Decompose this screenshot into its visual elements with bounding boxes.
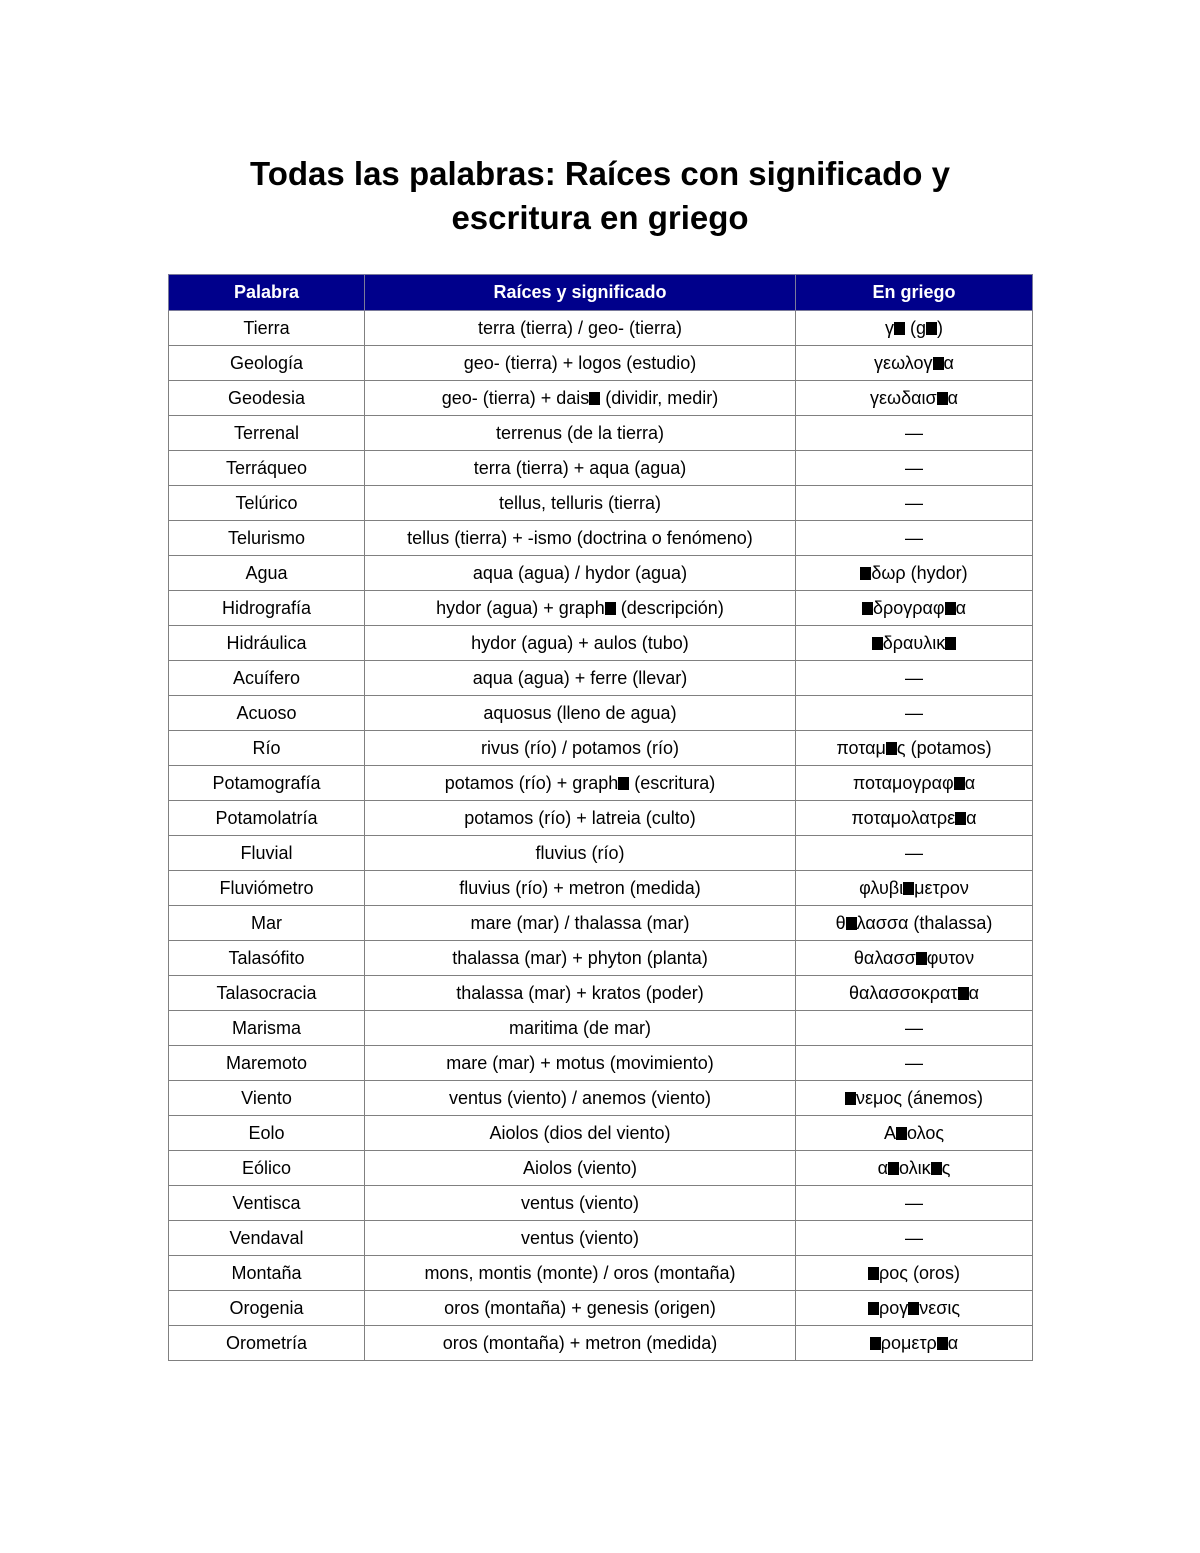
- cell-griego: —: [796, 836, 1033, 871]
- cell-palabra: Maremoto: [169, 1046, 365, 1081]
- missing-glyph-box: [926, 322, 937, 335]
- cell-griego: —: [796, 661, 1033, 696]
- cell-palabra: Fluviómetro: [169, 871, 365, 906]
- page-title-line-2: escritura en griego: [451, 199, 749, 236]
- table-row: [169, 1011, 1033, 1046]
- cell-palabra: Tierra: [169, 311, 365, 346]
- missing-glyph-box: [945, 637, 956, 650]
- cell-raices: ventus (viento): [365, 1221, 796, 1256]
- missing-glyph-box: [937, 392, 948, 405]
- cell-raices: fluvius (río) + metron (medida): [365, 871, 796, 906]
- table-row: [169, 1221, 1033, 1256]
- cell-palabra: Telúrico: [169, 486, 365, 521]
- cell-griego: γ (g ): [796, 311, 1033, 346]
- cell-raices: oros (montaña) + genesis (origen): [365, 1291, 796, 1326]
- missing-glyph-box: [958, 987, 969, 1000]
- table-row: [169, 696, 1033, 731]
- table-row: [169, 311, 1033, 346]
- column-header-griego: En griego: [796, 275, 1033, 311]
- cell-raices: geo- (tierra) + logos (estudio): [365, 346, 796, 381]
- cell-palabra: Telurismo: [169, 521, 365, 556]
- cell-palabra: Hidrografía: [169, 591, 365, 626]
- cell-raices: oros (montaña) + metron (medida): [365, 1326, 796, 1361]
- table-row: [169, 1326, 1033, 1361]
- missing-glyph-box: [860, 567, 871, 580]
- missing-glyph-box: [894, 322, 905, 335]
- missing-glyph-box: [903, 882, 914, 895]
- missing-glyph-box: [868, 1302, 879, 1315]
- table-row: [169, 1081, 1033, 1116]
- cell-griego: δωρ (hydor): [796, 556, 1033, 591]
- cell-raices: tellus (tierra) + -ismo (doctrina o fenómeno): [365, 521, 796, 556]
- cell-palabra: Agua: [169, 556, 365, 591]
- page-title-line-1: Todas las palabras: Raíces con significado y: [250, 155, 950, 192]
- table-body: [169, 311, 1033, 1361]
- cell-palabra: Eólico: [169, 1151, 365, 1186]
- cell-griego: γεωλογ α: [796, 346, 1033, 381]
- cell-griego: θ λασσα (thalassa): [796, 906, 1033, 941]
- table-row: [169, 731, 1033, 766]
- missing-glyph-box: [931, 1162, 942, 1175]
- missing-glyph-box: [896, 1127, 907, 1140]
- cell-raices: geo- (tierra) + dais (dividir, medir): [365, 381, 796, 416]
- cell-raices: fluvius (río): [365, 836, 796, 871]
- cell-griego: θαλασσοκρατ α: [796, 976, 1033, 1011]
- cell-raices: mons, montis (monte) / oros (montaña): [365, 1256, 796, 1291]
- cell-palabra: Acuífero: [169, 661, 365, 696]
- cell-raices: aqua (agua) / hydor (agua): [365, 556, 796, 591]
- table-row: [169, 906, 1033, 941]
- missing-glyph-box: [605, 602, 616, 615]
- roots-table: [168, 274, 1033, 1361]
- cell-griego: —: [796, 486, 1033, 521]
- missing-glyph-box: [868, 1267, 879, 1280]
- table-row: [169, 521, 1033, 556]
- table-row: [169, 1291, 1033, 1326]
- cell-griego: ποταμολατρε α: [796, 801, 1033, 836]
- cell-griego: ρος (oros): [796, 1256, 1033, 1291]
- cell-griego: νεμος (ánemos): [796, 1081, 1033, 1116]
- table-row: [169, 416, 1033, 451]
- table-row: [169, 381, 1033, 416]
- missing-glyph-box: [872, 637, 883, 650]
- table-row: [169, 836, 1033, 871]
- cell-griego: α ολικ ς: [796, 1151, 1033, 1186]
- table-header-row: [169, 275, 1033, 311]
- cell-griego: φλυβι μετρον: [796, 871, 1033, 906]
- missing-glyph-box: [862, 602, 873, 615]
- cell-palabra: Acuoso: [169, 696, 365, 731]
- table-row: [169, 661, 1033, 696]
- missing-glyph-box: [886, 742, 897, 755]
- cell-griego: —: [796, 1011, 1033, 1046]
- table-row: [169, 346, 1033, 381]
- cell-griego: —: [796, 1046, 1033, 1081]
- table-row: [169, 591, 1033, 626]
- cell-raices: hydor (agua) + graph (descripción): [365, 591, 796, 626]
- missing-glyph-box: [589, 392, 600, 405]
- cell-palabra: Talasófito: [169, 941, 365, 976]
- cell-raices: mare (mar) / thalassa (mar): [365, 906, 796, 941]
- table-row: [169, 486, 1033, 521]
- cell-palabra: Mar: [169, 906, 365, 941]
- table-row: [169, 976, 1033, 1011]
- table-row: [169, 1046, 1033, 1081]
- cell-palabra: Ventisca: [169, 1186, 365, 1221]
- cell-griego: —: [796, 451, 1033, 486]
- column-header-palabra: Palabra: [169, 275, 365, 311]
- table-header: [169, 275, 1033, 311]
- missing-glyph-box: [618, 777, 629, 790]
- table-row: [169, 941, 1033, 976]
- cell-griego: ρομετρ α: [796, 1326, 1033, 1361]
- cell-palabra: Marisma: [169, 1011, 365, 1046]
- cell-palabra: Potamolatría: [169, 801, 365, 836]
- cell-raices: thalassa (mar) + kratos (poder): [365, 976, 796, 1011]
- missing-glyph-box: [845, 1092, 856, 1105]
- table-row: [169, 1256, 1033, 1291]
- cell-palabra: Terráqueo: [169, 451, 365, 486]
- cell-raices: maritima (de mar): [365, 1011, 796, 1046]
- cell-raices: mare (mar) + motus (movimiento): [365, 1046, 796, 1081]
- column-header-raices: Raíces y significado: [365, 275, 796, 311]
- missing-glyph-box: [916, 952, 927, 965]
- cell-raices: rivus (río) / potamos (río): [365, 731, 796, 766]
- missing-glyph-box: [888, 1162, 899, 1175]
- cell-raices: hydor (agua) + aulos (tubo): [365, 626, 796, 661]
- cell-raices: tellus, telluris (tierra): [365, 486, 796, 521]
- cell-palabra: Orometría: [169, 1326, 365, 1361]
- cell-raices: Aiolos (viento): [365, 1151, 796, 1186]
- cell-griego: ποταμ ς (potamos): [796, 731, 1033, 766]
- cell-palabra: Geodesia: [169, 381, 365, 416]
- cell-palabra: Potamografía: [169, 766, 365, 801]
- cell-palabra: Fluvial: [169, 836, 365, 871]
- missing-glyph-box: [954, 777, 965, 790]
- cell-raices: potamos (río) + graph (escritura): [365, 766, 796, 801]
- cell-griego: —: [796, 1221, 1033, 1256]
- cell-raices: terra (tierra) / geo- (tierra): [365, 311, 796, 346]
- cell-griego: θαλασσ φυτον: [796, 941, 1033, 976]
- table-row: [169, 1116, 1033, 1151]
- table-row: [169, 556, 1033, 591]
- cell-griego: —: [796, 416, 1033, 451]
- table-row: [169, 451, 1033, 486]
- table-row: [169, 626, 1033, 661]
- cell-palabra: Montaña: [169, 1256, 365, 1291]
- cell-palabra: Orogenia: [169, 1291, 365, 1326]
- table-row: [169, 1186, 1033, 1221]
- cell-griego: δρογραφ α: [796, 591, 1033, 626]
- cell-griego: —: [796, 1186, 1033, 1221]
- cell-palabra: Hidráulica: [169, 626, 365, 661]
- missing-glyph-box: [945, 602, 956, 615]
- missing-glyph-box: [846, 917, 857, 930]
- cell-griego: ρογ νεσις: [796, 1291, 1033, 1326]
- cell-palabra: Viento: [169, 1081, 365, 1116]
- missing-glyph-box: [933, 357, 944, 370]
- cell-palabra: Eolo: [169, 1116, 365, 1151]
- cell-palabra: Río: [169, 731, 365, 766]
- cell-griego: ποταμογραφ α: [796, 766, 1033, 801]
- cell-palabra: Terrenal: [169, 416, 365, 451]
- table-row: [169, 766, 1033, 801]
- cell-raices: ventus (viento) / anemos (viento): [365, 1081, 796, 1116]
- table-row: [169, 801, 1033, 836]
- table-row: [169, 1151, 1033, 1186]
- table-row: [169, 871, 1033, 906]
- page-title: [0, 152, 1200, 240]
- missing-glyph-box: [955, 812, 966, 825]
- missing-glyph-box: [908, 1302, 919, 1315]
- cell-raices: aqua (agua) + ferre (llevar): [365, 661, 796, 696]
- missing-glyph-box: [937, 1337, 948, 1350]
- cell-griego: —: [796, 521, 1033, 556]
- cell-palabra: Vendaval: [169, 1221, 365, 1256]
- cell-palabra: Talasocracia: [169, 976, 365, 1011]
- cell-raices: terrenus (de la tierra): [365, 416, 796, 451]
- cell-raices: terra (tierra) + aqua (agua): [365, 451, 796, 486]
- cell-raices: potamos (río) + latreia (culto): [365, 801, 796, 836]
- cell-raices: thalassa (mar) + phyton (planta): [365, 941, 796, 976]
- cell-raices: aquosus (lleno de agua): [365, 696, 796, 731]
- cell-raices: ventus (viento): [365, 1186, 796, 1221]
- cell-raices: Aiolos (dios del viento): [365, 1116, 796, 1151]
- cell-palabra: Geología: [169, 346, 365, 381]
- missing-glyph-box: [870, 1337, 881, 1350]
- cell-griego: δραυλικ: [796, 626, 1033, 661]
- cell-griego: —: [796, 696, 1033, 731]
- cell-griego: Α ολος: [796, 1116, 1033, 1151]
- cell-griego: γεωδαισ α: [796, 381, 1033, 416]
